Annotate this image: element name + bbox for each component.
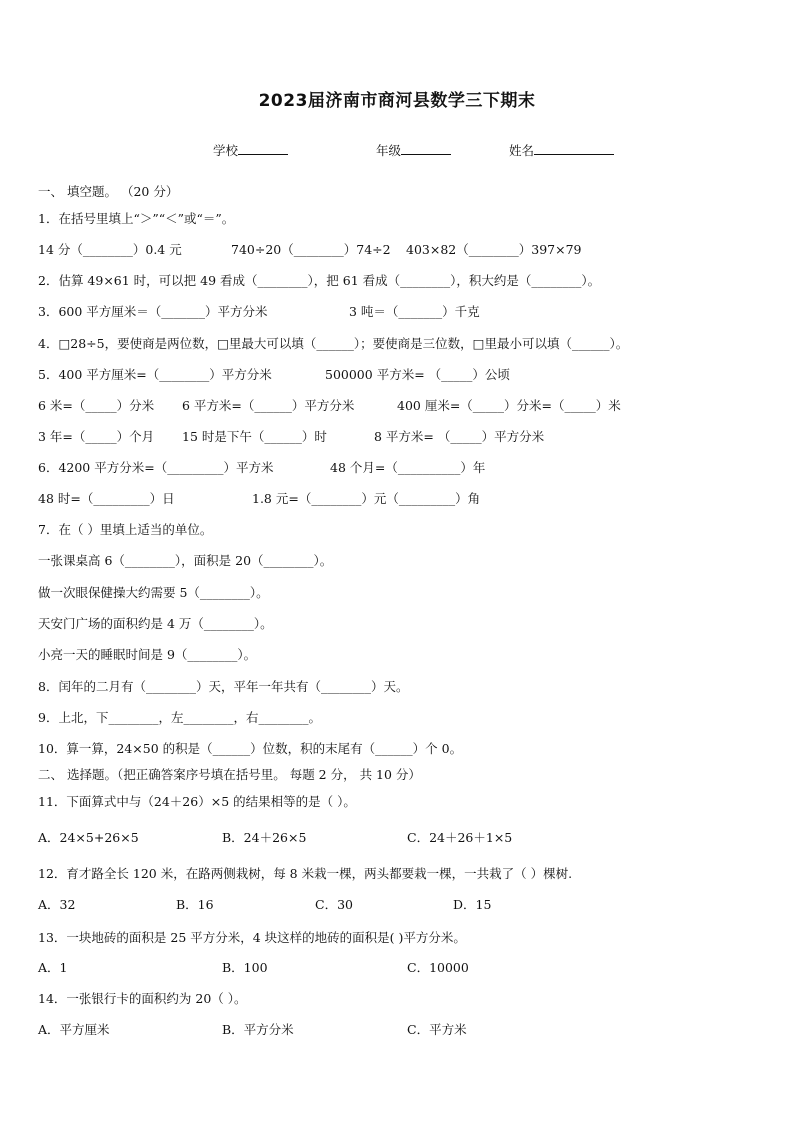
- grade-field: [376, 141, 451, 159]
- question-7b: 做一次眼保健操大约需要 5（________）。: [38, 585, 269, 600]
- name-label: 姓名: [509, 143, 535, 158]
- question-1a: 14 分（________）0.4 元: [38, 242, 182, 257]
- question-11-option-a[interactable]: A．24×5+26×5: [38, 830, 139, 845]
- page-title: 2023届济南市商河县数学三下期末: [258, 91, 536, 111]
- question-1: 1．在括号里填上“＞”“＜”或“＝”。: [38, 211, 235, 226]
- question-3b: 3 吨＝（_______）千克: [349, 304, 480, 319]
- school-field: [213, 141, 288, 159]
- question-14: 14．一张银行卡的面积约为 20（ ）。: [38, 991, 247, 1006]
- question-5g: 15 时是下午（______）时: [182, 429, 327, 444]
- question-6d: 1.8 元=（________）元（_________）角: [252, 491, 481, 506]
- question-2: 2．估算 49×61 时，可以把 49 看成（________），把 61 看成（________），积大约是（________）。: [38, 273, 601, 288]
- grade-label: 年级: [376, 143, 402, 158]
- question-1b: 740÷20（________）74÷2: [231, 242, 391, 257]
- question-13-option-c[interactable]: C．10000: [407, 960, 469, 975]
- question-11: 11．下面算式中与（24＋26）×5 的结果相等的是（ ）。: [38, 794, 356, 809]
- question-6a: 6．4200 平方分米=（_________）平方米: [38, 460, 274, 475]
- grade-blank[interactable]: [401, 142, 451, 155]
- question-14-option-b[interactable]: B．平方分米: [222, 1022, 294, 1037]
- question-5h: 8 平方米= （_____）平方分米: [374, 429, 545, 444]
- question-1-items: [38, 240, 182, 258]
- question-12-option-b[interactable]: B．16: [176, 897, 214, 912]
- question-11-option-c[interactable]: C．24＋26＋1×5: [407, 830, 513, 845]
- question-9: 9．上北，下________，左________，右________。: [38, 710, 321, 725]
- question-5b: 500000 平方米= （_____）公顷: [325, 367, 510, 382]
- name-field: [509, 141, 614, 159]
- section-1-heading: 一、 填空题。 （20 分）: [38, 184, 179, 199]
- question-8: 8．闰年的二月有（________）天，平年一年共有（________）天。: [38, 679, 409, 694]
- question-11-option-b[interactable]: B．24＋26×5: [222, 830, 307, 845]
- question-7: 7．在（ ）里填上适当的单位。: [38, 522, 213, 537]
- section-2-heading: 二、 选择题。（把正确答案序号填在括号里。 每题 2 分， 共 10 分）: [38, 767, 421, 782]
- question-12-option-c[interactable]: C．30: [315, 897, 353, 912]
- question-1c: 403×82（________）397×79: [406, 242, 582, 257]
- question-4: 4．□28÷5，要使商是两位数，□里最大可以填（______）；要使商是三位数，□里最小可以填（______）。: [38, 336, 629, 351]
- question-13-option-a[interactable]: A．1: [38, 960, 68, 975]
- question-14-option-c[interactable]: C．平方米: [407, 1022, 467, 1037]
- question-12-option-d[interactable]: D．15: [453, 897, 492, 912]
- question-12-option-a[interactable]: A．32: [38, 897, 76, 912]
- question-5e: 400 厘米=（_____）分米=（_____）米: [397, 398, 621, 413]
- question-13-option-b[interactable]: B．100: [222, 960, 268, 975]
- question-7d: 小亮一天的睡眠时间是 9（________）。: [38, 647, 257, 662]
- question-5d: 6 平方米=（______）平方分米: [182, 398, 355, 413]
- question-6c: 48 时=（_________）日: [38, 491, 175, 506]
- question-13: 13．一块地砖的面积是 25 平方分米，4 块这样的地砖的面积是( )平方分米。: [38, 930, 466, 945]
- question-7c: 天安门广场的面积约是 4 万（________）。: [38, 616, 273, 631]
- question-7a: 一张课桌高 6（________），面积是 20（________）。: [38, 553, 333, 568]
- question-12: 12．育才路全长 120 米，在路两侧栽树，每 8 米栽一棵，两头都要栽一棵，一共栽了（ ）棵树.: [38, 866, 573, 881]
- school-blank[interactable]: [238, 142, 288, 155]
- question-5a: 5．400 平方厘米=（________）平方分米: [38, 367, 272, 382]
- question-10: 10．算一算，24×50 的积是（______）位数，积的末尾有（______）个 0。: [38, 741, 463, 756]
- school-label: 学校: [213, 143, 239, 158]
- question-5c: 6 米=（_____）分米: [38, 398, 155, 413]
- name-blank[interactable]: [534, 142, 614, 155]
- question-14-option-a[interactable]: A．平方厘米: [38, 1022, 110, 1037]
- question-3a: 3．600 平方厘米＝（_______）平方分米: [38, 304, 268, 319]
- question-5f: 3 年=（_____）个月: [38, 429, 155, 444]
- question-6b: 48 个月=（__________）年: [330, 460, 486, 475]
